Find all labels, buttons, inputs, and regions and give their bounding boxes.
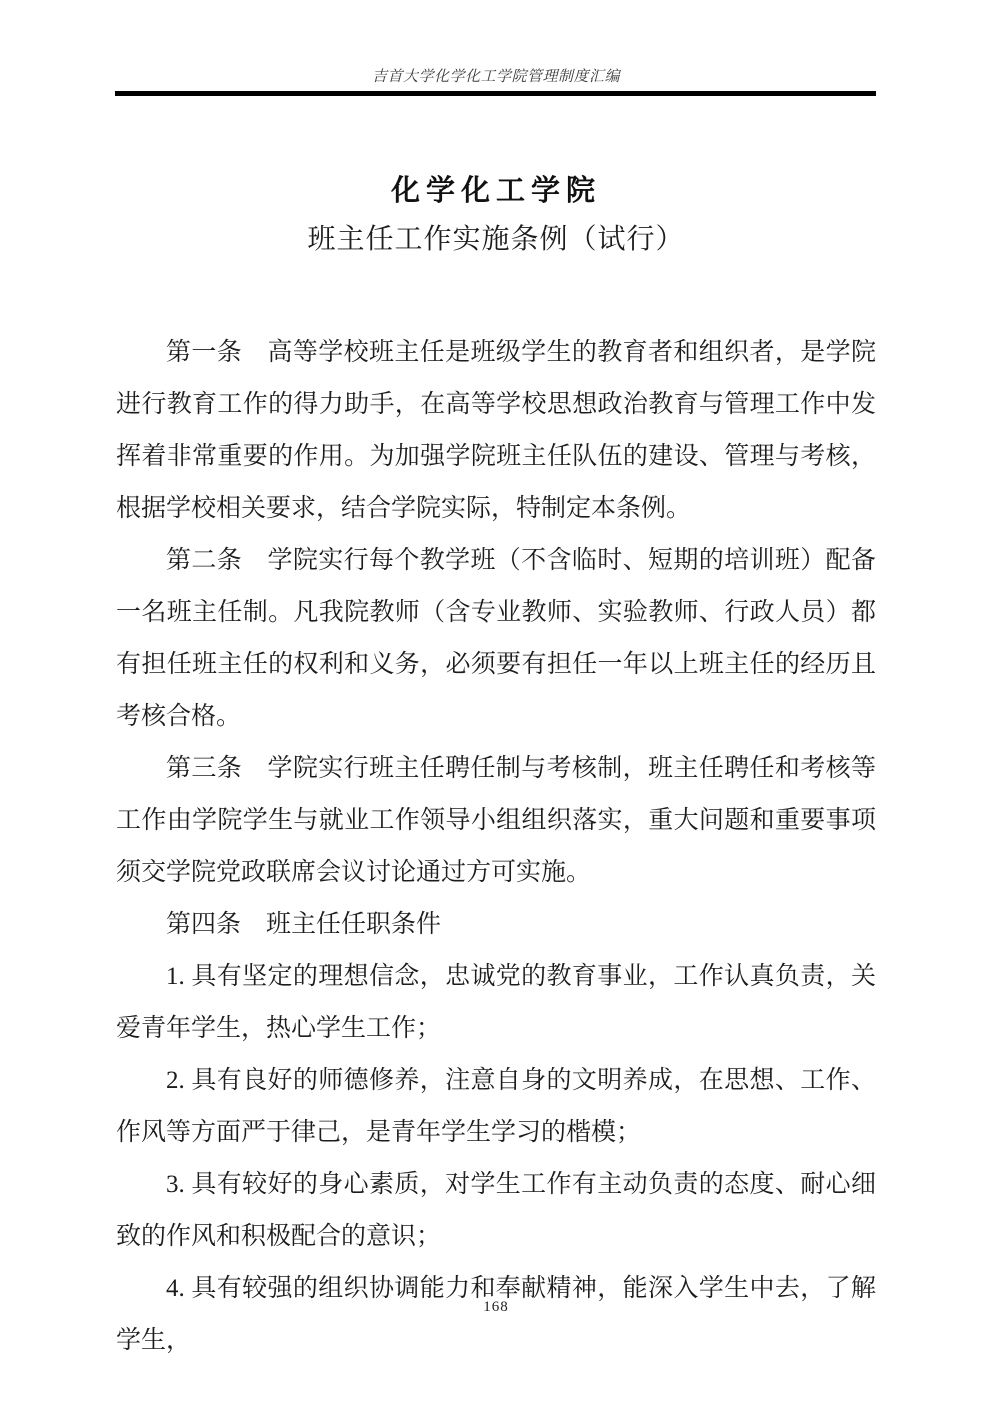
body-paragraph-condition-1: 1. 具有坚定的理想信念，忠诚党的教育事业，工作认真负责，关爱青年学生，热心学生工作； [116,963,876,1042]
document-body [116,327,876,1367]
document-title: 化学化工学院 [390,175,601,207]
body-paragraph-condition-2: 2. 具有良好的师德修养，注意自身的文明养成，在思想、工作、作风等方面严于律己，是青年学生学习的楷模； [116,1067,876,1146]
document-subtitle: 班主任工作实施条例（试行） [307,224,685,255]
header-rule [115,91,876,96]
body-paragraph-article-3: 第三条 学院实行班主任聘任制与考核制，班主任聘任和考核等工作由学院学生与就业工作领导小组组织落实，重大问题和重要事项须交学院党政联席会议讨论通过方可实施。 [116,755,876,886]
body-paragraph-article-4-heading: 第四条 班主任任职条件 [166,911,442,938]
body-paragraph-condition-4: 4. 具有较强的组织协调能力和奉献精神，能深入学生中去，了解学生， [116,1275,876,1354]
body-paragraph-condition-3: 3. 具有较好的身心素质，对学生工作有主动负责的态度、耐心细致的作风和积极配合的意识； [116,1171,876,1250]
page-header-title: 吉首大学化学化工学院管理制度汇编 [371,69,620,85]
body-paragraph-article-1: 第一条 高等学校班主任是班级学生的教育者和组织者，是学院进行教育工作的得力助手，在高等学校思想政治教育与管理工作中发挥着非常重要的作用。为加强学院班主任队伍的建设、管理与考核，根据学校相关要求，结合学院实际，特制定本条例。 [116,339,876,522]
body-paragraph-article-2: 第二条 学院实行每个教学班（不含临时、短期的培训班）配备一名班主任制。凡我院教师（含专业教师、实验教师、行政人员）都有担任班主任的权利和义务，必须要有担任一年以上班主任的经历且考核合格。 [116,547,876,730]
page-number: 168 [483,1299,509,1315]
